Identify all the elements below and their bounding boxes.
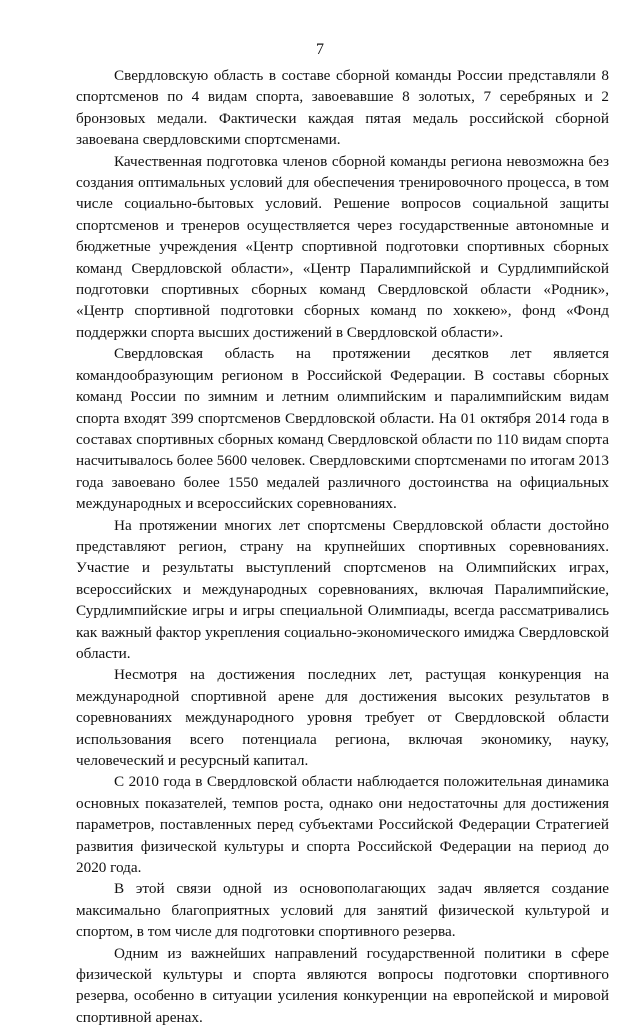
paragraph-4: На протяжении многих лет спортсмены Свердловской области достойно представляют регион, страну на крупнейших спортивных соревнованиях. Участие и результаты выступлений спортсменов на Олимпийских играх, всероссийских и международных соревнованиях, включая Паралимпийские, Сурдлимпийские игры и игры специальной Олимпиады, всегда рассматривались как важный фактор укрепления социально-экономического имиджа Свердловской области.: [76, 516, 609, 662]
body-text: [76, 65, 609, 1028]
paragraph-3: Свердловская область на протяжении десятков лет является командообразующим регионом в Российской Федерации. В составы сборных команд России по зимним и летним олимпийским и паралимпийским видам спорта входят 399 спортсменов Свердловской области. На 01 октября 2014 года в составах спортивных сборных команд Свердловской области по 110 видам спорта насчитывалось более 5600 человек. Свердловскими спортсменами по итогам 2013 года завоевано более 1550 медалей различного достоинства на официальных международных и всероссийских соревнованиях.: [76, 345, 609, 513]
paragraph-5: Несмотря на достижения последних лет, растущая конкуренция на международной спортивной арене для достижения высоких результатов в соревнованиях международного уровня требует от Свердловской области использования всего потенциала региона, включая экономику, науку, человеческий и ресурсный капитал.: [76, 666, 609, 769]
paragraph-7: В этой связи одной из основополагающих задач является создание максимально благоприятных условий для занятий физической культурой и спортом, в том числе для подготовки спортивного резерва.: [76, 880, 609, 941]
paragraph-2: Качественная подготовка членов сборной команды региона невозможна без создания оптимальных условий для обеспечения тренировочного процесса, в том числе социально-бытовых условий. Решение вопросов социальной защиты спортсменов и тренеров осуществляется через государственные автономные и бюджетные учреждения «Центр спортивной подготовки спортивных сборных команд Свердловской области», «Центр Паралимпийской и Сурдлимпийской подготовки спортивных сборных команд Свердловской области «Родник», «Центр спортивной подготовки сборных команд по хоккею», фонд «Фонд поддержки спорта высших достижений в Свердловской области».: [76, 152, 609, 341]
paragraph-1: Свердловскую область в составе сборной команды России представляли 8 спортсменов по 4 видам спорта, завоевавшие 8 золотых, 7 серебряных и 2 бронзовых медали. Фактически каждая пятая медаль российской сборной завоевана свердловскими спортсменами.: [76, 67, 609, 149]
paragraph-8: Одним из важнейших направлений государственной политики в сфере физической культуры и спорта являются вопросы подготовки спортивного резерва, особенно в ситуации усиления конкуренции на европейской и мировой спортивной аренах.: [76, 944, 609, 1026]
page-number: 7: [316, 41, 324, 58]
paragraph-6: С 2010 года в Свердловской области наблюдается положительная динамика основных показателей, темпов роста, однако они недостаточны для достижения параметров, поставленных перед субъектами Российской Федерации Стратегией развития физической культуры и спорта Российской Федерации на период до 2020 года.: [76, 773, 609, 877]
